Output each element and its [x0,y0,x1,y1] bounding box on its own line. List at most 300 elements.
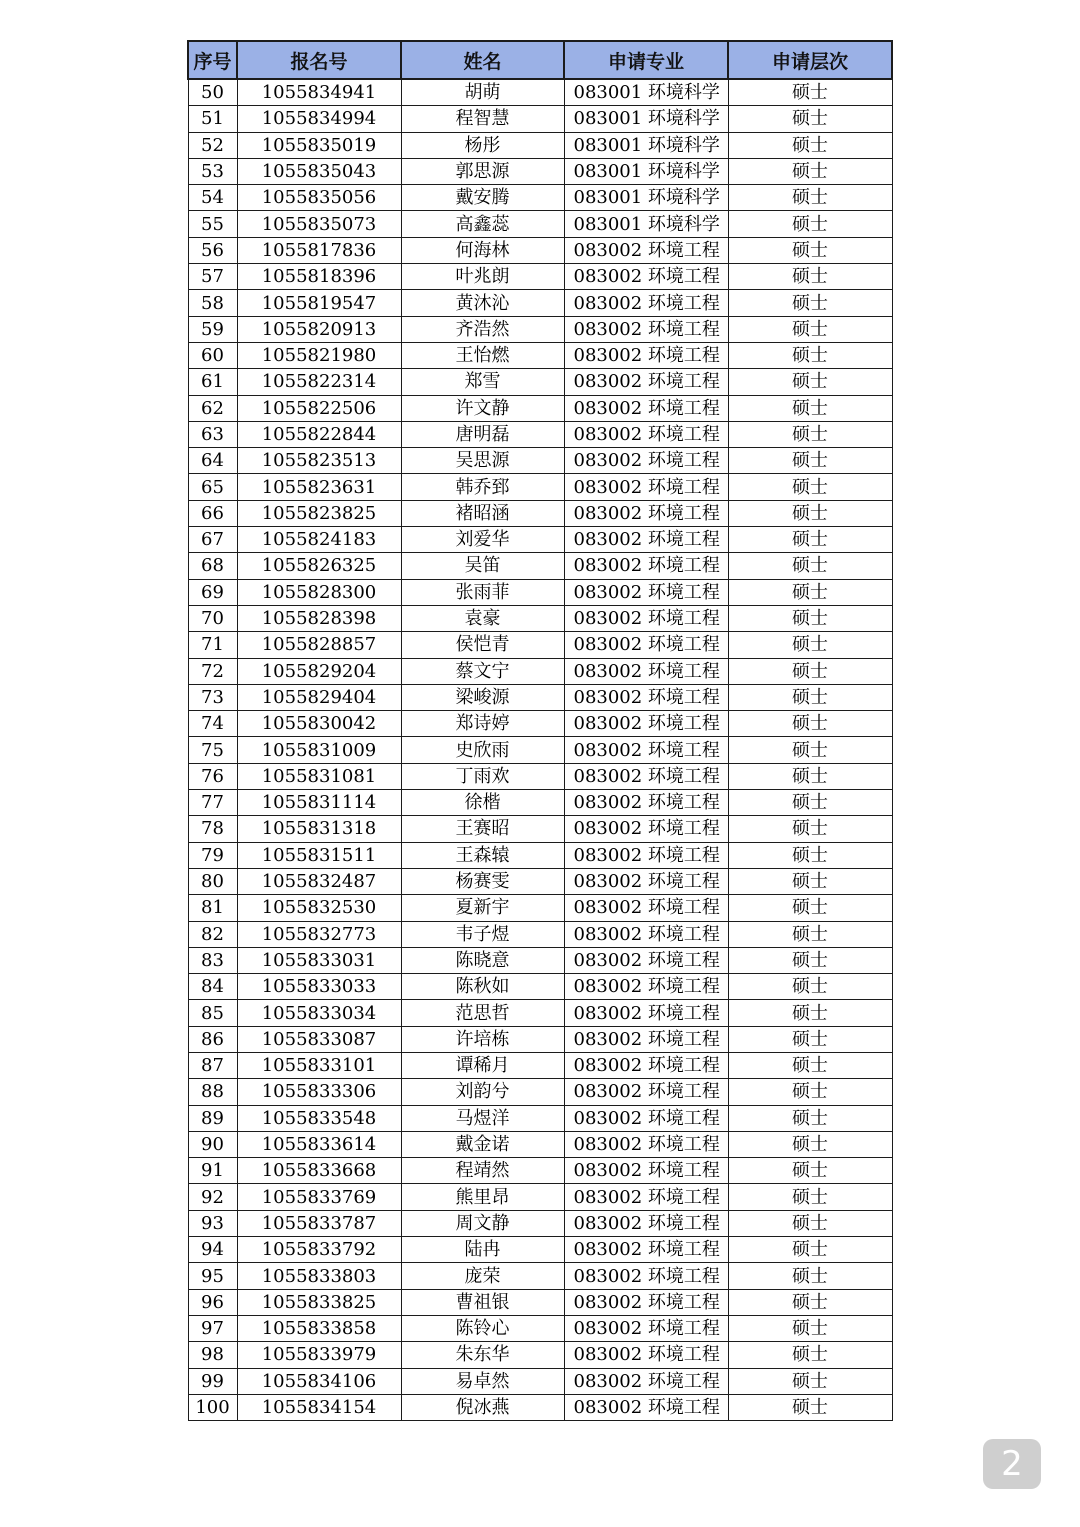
cell-degree-level: 硕士 [728,868,892,894]
cell-degree-level: 硕士 [728,185,892,211]
table-row [188,1131,892,1157]
cell-major: 083002 环境工程 [564,1289,728,1315]
cell-degree-level: 硕士 [728,684,892,710]
cell-major: 083002 环境工程 [564,1105,728,1131]
cell-name: 王赛昭 [401,816,564,842]
header-major: 申请专业 [564,41,728,79]
cell-degree-level: 硕士 [728,316,892,342]
cell-serial-number: 100 [188,1394,237,1420]
cell-registration-number: 1055819547 [237,290,401,316]
cell-degree-level: 硕士 [728,1342,892,1368]
cell-serial-number: 73 [188,684,237,710]
cell-serial-number: 76 [188,763,237,789]
cell-major: 083002 环境工程 [564,684,728,710]
cell-degree-level: 硕士 [728,132,892,158]
cell-name: 韦子煜 [401,921,564,947]
cell-registration-number: 1055822314 [237,369,401,395]
cell-major: 083002 环境工程 [564,448,728,474]
cell-degree-level: 硕士 [728,264,892,290]
header-row [188,41,892,79]
cell-degree-level: 硕士 [728,1263,892,1289]
cell-major: 083001 环境科学 [564,211,728,237]
cell-major: 083001 环境科学 [564,158,728,184]
cell-degree-level: 硕士 [728,737,892,763]
cell-major: 083002 环境工程 [564,1131,728,1157]
cell-degree-level: 硕士 [728,1368,892,1394]
cell-major: 083002 环境工程 [564,553,728,579]
cell-serial-number: 64 [188,448,237,474]
cell-major: 083002 环境工程 [564,527,728,553]
table-row [188,158,892,184]
cell-registration-number: 1055824183 [237,527,401,553]
cell-registration-number: 1055829204 [237,658,401,684]
cell-name: 戴安腾 [401,185,564,211]
cell-serial-number: 93 [188,1210,237,1236]
cell-serial-number: 95 [188,1263,237,1289]
cell-name: 徐楷 [401,790,564,816]
cell-serial-number: 60 [188,342,237,368]
cell-major: 083002 环境工程 [564,658,728,684]
cell-degree-level: 硕士 [728,947,892,973]
cell-major: 083002 环境工程 [564,868,728,894]
cell-major: 083002 环境工程 [564,264,728,290]
cell-major: 083002 环境工程 [564,1158,728,1184]
table-row [188,553,892,579]
table-row [188,921,892,947]
cell-degree-level: 硕士 [728,632,892,658]
cell-registration-number: 1055834994 [237,106,401,132]
cell-major: 083002 环境工程 [564,605,728,631]
cell-name: 韩乔郅 [401,474,564,500]
cell-serial-number: 82 [188,921,237,947]
cell-major: 083002 环境工程 [564,1237,728,1263]
table-row [188,895,892,921]
cell-registration-number: 1055828300 [237,579,401,605]
cell-serial-number: 90 [188,1131,237,1157]
cell-serial-number: 77 [188,790,237,816]
table-row [188,632,892,658]
cell-name: 许培栋 [401,1026,564,1052]
cell-serial-number: 57 [188,264,237,290]
cell-name: 胡萌 [401,79,564,106]
cell-degree-level: 硕士 [728,605,892,631]
cell-degree-level: 硕士 [728,1184,892,1210]
table-row [188,1026,892,1052]
cell-major: 083002 环境工程 [564,1394,728,1420]
cell-major: 083002 环境工程 [564,1342,728,1368]
cell-degree-level: 硕士 [728,237,892,263]
cell-registration-number: 1055832487 [237,868,401,894]
cell-registration-number: 1055833858 [237,1315,401,1341]
cell-name: 褚昭涵 [401,500,564,526]
cell-degree-level: 硕士 [728,1000,892,1026]
cell-registration-number: 1055833614 [237,1131,401,1157]
cell-registration-number: 1055821980 [237,342,401,368]
cell-registration-number: 1055833787 [237,1210,401,1236]
page-number-badge: 2 [983,1439,1041,1489]
cell-name: 吴思源 [401,448,564,474]
cell-name: 朱东华 [401,1342,564,1368]
cell-serial-number: 99 [188,1368,237,1394]
cell-degree-level: 硕士 [728,395,892,421]
cell-degree-level: 硕士 [728,500,892,526]
cell-name: 陈晓意 [401,947,564,973]
table-row [188,395,892,421]
cell-name: 谭稀月 [401,1052,564,1078]
cell-major: 083002 环境工程 [564,816,728,842]
table-row [188,1210,892,1236]
table-row [188,211,892,237]
cell-serial-number: 86 [188,1026,237,1052]
cell-name: 郭思源 [401,158,564,184]
table-row [188,947,892,973]
cell-major: 083002 环境工程 [564,1263,728,1289]
table-row [188,605,892,631]
cell-name: 高鑫蕊 [401,211,564,237]
table-row [188,237,892,263]
cell-registration-number: 1055833031 [237,947,401,973]
admission-list-table [187,40,893,1421]
cell-degree-level: 硕士 [728,895,892,921]
cell-name: 倪冰燕 [401,1394,564,1420]
cell-major: 083002 环境工程 [564,1026,728,1052]
cell-registration-number: 1055830042 [237,711,401,737]
cell-name: 郑诗婷 [401,711,564,737]
table-row [188,132,892,158]
cell-degree-level: 硕士 [728,290,892,316]
table-row [188,868,892,894]
table-row [188,421,892,447]
cell-serial-number: 53 [188,158,237,184]
cell-serial-number: 68 [188,553,237,579]
cell-major: 083002 环境工程 [564,921,728,947]
cell-serial-number: 85 [188,1000,237,1026]
cell-serial-number: 54 [188,185,237,211]
cell-degree-level: 硕士 [728,763,892,789]
cell-registration-number: 1055826325 [237,553,401,579]
cell-major: 083002 环境工程 [564,395,728,421]
cell-major: 083002 环境工程 [564,369,728,395]
cell-registration-number: 1055823825 [237,500,401,526]
cell-registration-number: 1055823631 [237,474,401,500]
cell-degree-level: 硕士 [728,842,892,868]
cell-serial-number: 98 [188,1342,237,1368]
cell-serial-number: 78 [188,816,237,842]
cell-registration-number: 1055833033 [237,974,401,1000]
cell-registration-number: 1055835043 [237,158,401,184]
cell-serial-number: 88 [188,1079,237,1105]
cell-degree-level: 硕士 [728,1315,892,1341]
cell-degree-level: 硕士 [728,921,892,947]
cell-serial-number: 72 [188,658,237,684]
cell-degree-level: 硕士 [728,1052,892,1078]
cell-registration-number: 1055831511 [237,842,401,868]
header-degree-level: 申请层次 [728,41,892,79]
cell-name: 刘爱华 [401,527,564,553]
cell-name: 夏新宇 [401,895,564,921]
cell-registration-number: 1055828857 [237,632,401,658]
cell-name: 张雨菲 [401,579,564,605]
cell-name: 蔡文宁 [401,658,564,684]
cell-major: 083002 环境工程 [564,711,728,737]
cell-serial-number: 81 [188,895,237,921]
table-row [188,474,892,500]
cell-serial-number: 50 [188,79,237,106]
cell-major: 083002 环境工程 [564,316,728,342]
cell-registration-number: 1055829404 [237,684,401,710]
cell-name: 刘韵兮 [401,1079,564,1105]
cell-serial-number: 84 [188,974,237,1000]
cell-serial-number: 83 [188,947,237,973]
cell-degree-level: 硕士 [728,1079,892,1105]
cell-degree-level: 硕士 [728,369,892,395]
cell-name: 熊里昂 [401,1184,564,1210]
cell-name: 梁峻源 [401,684,564,710]
cell-degree-level: 硕士 [728,1131,892,1157]
cell-serial-number: 67 [188,527,237,553]
table-row [188,1105,892,1131]
cell-registration-number: 1055832773 [237,921,401,947]
cell-serial-number: 61 [188,369,237,395]
cell-major: 083002 环境工程 [564,421,728,447]
cell-registration-number: 1055833087 [237,1026,401,1052]
cell-registration-number: 1055833803 [237,1263,401,1289]
cell-name: 马煜洋 [401,1105,564,1131]
cell-registration-number: 1055831081 [237,763,401,789]
table-row [188,842,892,868]
cell-name: 侯恺青 [401,632,564,658]
cell-registration-number: 1055817836 [237,237,401,263]
cell-name: 陈秋如 [401,974,564,1000]
cell-degree-level: 硕士 [728,553,892,579]
table-row [188,79,892,106]
table-row [188,1184,892,1210]
cell-major: 083001 环境科学 [564,79,728,106]
cell-serial-number: 79 [188,842,237,868]
cell-serial-number: 56 [188,237,237,263]
header-serial-number: 序号 [188,41,237,79]
cell-major: 083001 环境科学 [564,132,728,158]
cell-major: 083002 环境工程 [564,237,728,263]
table-row [188,1000,892,1026]
cell-major: 083002 环境工程 [564,842,728,868]
table-body [188,79,892,1421]
cell-major: 083002 环境工程 [564,1000,728,1026]
table-row [188,527,892,553]
cell-serial-number: 89 [188,1105,237,1131]
cell-degree-level: 硕士 [728,106,892,132]
cell-name: 庞荣 [401,1263,564,1289]
cell-degree-level: 硕士 [728,579,892,605]
table-row [188,737,892,763]
cell-serial-number: 71 [188,632,237,658]
cell-name: 郑雪 [401,369,564,395]
cell-serial-number: 51 [188,106,237,132]
table-row [188,974,892,1000]
cell-serial-number: 70 [188,605,237,631]
cell-degree-level: 硕士 [728,79,892,106]
cell-registration-number: 1055833306 [237,1079,401,1105]
table-row [188,185,892,211]
cell-name: 程智慧 [401,106,564,132]
cell-registration-number: 1055835073 [237,211,401,237]
cell-degree-level: 硕士 [728,1237,892,1263]
cell-degree-level: 硕士 [728,1105,892,1131]
cell-registration-number: 1055833101 [237,1052,401,1078]
cell-serial-number: 62 [188,395,237,421]
cell-serial-number: 92 [188,1184,237,1210]
cell-name: 王怡燃 [401,342,564,368]
cell-major: 083002 环境工程 [564,1184,728,1210]
cell-registration-number: 1055820913 [237,316,401,342]
cell-major: 083002 环境工程 [564,1315,728,1341]
table-row [188,1263,892,1289]
table-row [188,316,892,342]
cell-name: 曹祖银 [401,1289,564,1315]
cell-major: 083002 环境工程 [564,737,728,763]
table-row [188,1237,892,1263]
cell-major: 083002 环境工程 [564,947,728,973]
cell-serial-number: 74 [188,711,237,737]
cell-major: 083002 环境工程 [564,342,728,368]
table-row [188,658,892,684]
cell-degree-level: 硕士 [728,1210,892,1236]
cell-registration-number: 1055831009 [237,737,401,763]
cell-name: 陈铃心 [401,1315,564,1341]
cell-serial-number: 91 [188,1158,237,1184]
cell-major: 083002 环境工程 [564,500,728,526]
cell-degree-level: 硕士 [728,1394,892,1420]
table-row [188,1079,892,1105]
cell-registration-number: 1055833979 [237,1342,401,1368]
table-row [188,1289,892,1315]
table-row [188,264,892,290]
cell-serial-number: 65 [188,474,237,500]
cell-serial-number: 75 [188,737,237,763]
table-row [188,1394,892,1420]
cell-registration-number: 1055828398 [237,605,401,631]
cell-major: 083002 环境工程 [564,632,728,658]
table-row [188,369,892,395]
cell-name: 袁豪 [401,605,564,631]
cell-name: 陆冉 [401,1237,564,1263]
cell-serial-number: 58 [188,290,237,316]
cell-name: 叶兆朗 [401,264,564,290]
cell-registration-number: 1055822506 [237,395,401,421]
cell-name: 何海林 [401,237,564,263]
cell-serial-number: 87 [188,1052,237,1078]
cell-serial-number: 69 [188,579,237,605]
cell-name: 许文静 [401,395,564,421]
table-row [188,448,892,474]
table-row [188,711,892,737]
cell-name: 齐浩然 [401,316,564,342]
cell-serial-number: 96 [188,1289,237,1315]
cell-degree-level: 硕士 [728,974,892,1000]
cell-registration-number: 1055818396 [237,264,401,290]
cell-major: 083002 环境工程 [564,474,728,500]
table-row [188,790,892,816]
cell-major: 083001 环境科学 [564,106,728,132]
cell-registration-number: 1055835019 [237,132,401,158]
cell-degree-level: 硕士 [728,158,892,184]
table-row [188,106,892,132]
table-row [188,1342,892,1368]
cell-major: 083002 环境工程 [564,1079,728,1105]
cell-degree-level: 硕士 [728,1289,892,1315]
cell-degree-level: 硕士 [728,658,892,684]
cell-degree-level: 硕士 [728,711,892,737]
cell-major: 083002 环境工程 [564,974,728,1000]
cell-degree-level: 硕士 [728,527,892,553]
cell-registration-number: 1055833034 [237,1000,401,1026]
cell-degree-level: 硕士 [728,448,892,474]
cell-name: 周文静 [401,1210,564,1236]
cell-registration-number: 1055833825 [237,1289,401,1315]
cell-registration-number: 1055835056 [237,185,401,211]
cell-degree-level: 硕士 [728,474,892,500]
cell-degree-level: 硕士 [728,421,892,447]
table-row [188,763,892,789]
cell-name: 丁雨欢 [401,763,564,789]
cell-serial-number: 59 [188,316,237,342]
cell-name: 黄沐沁 [401,290,564,316]
cell-registration-number: 1055831114 [237,790,401,816]
cell-major: 083002 环境工程 [564,579,728,605]
table-row [188,1052,892,1078]
table-row [188,1158,892,1184]
cell-degree-level: 硕士 [728,1158,892,1184]
cell-name: 戴金诺 [401,1131,564,1157]
cell-major: 083002 环境工程 [564,290,728,316]
cell-degree-level: 硕士 [728,342,892,368]
cell-serial-number: 55 [188,211,237,237]
table-row [188,342,892,368]
cell-serial-number: 52 [188,132,237,158]
cell-name: 唐明磊 [401,421,564,447]
cell-name: 杨赛雯 [401,868,564,894]
cell-degree-level: 硕士 [728,211,892,237]
cell-registration-number: 1055823513 [237,448,401,474]
table-row [188,816,892,842]
cell-registration-number: 1055822844 [237,421,401,447]
cell-degree-level: 硕士 [728,816,892,842]
cell-name: 程靖然 [401,1158,564,1184]
cell-major: 083002 环境工程 [564,763,728,789]
cell-registration-number: 1055834941 [237,79,401,106]
table-row [188,684,892,710]
cell-serial-number: 97 [188,1315,237,1341]
header-registration-number: 报名号 [237,41,401,79]
cell-serial-number: 94 [188,1237,237,1263]
cell-serial-number: 80 [188,868,237,894]
cell-major: 083002 环境工程 [564,1210,728,1236]
cell-name: 杨彤 [401,132,564,158]
cell-major: 083002 环境工程 [564,895,728,921]
cell-registration-number: 1055834106 [237,1368,401,1394]
cell-degree-level: 硕士 [728,1026,892,1052]
cell-name: 易卓然 [401,1368,564,1394]
cell-name: 吴笛 [401,553,564,579]
cell-major: 083002 环境工程 [564,1052,728,1078]
header-name: 姓名 [401,41,564,79]
cell-registration-number: 1055833548 [237,1105,401,1131]
cell-name: 范思哲 [401,1000,564,1026]
cell-serial-number: 63 [188,421,237,447]
cell-registration-number: 1055833792 [237,1237,401,1263]
cell-registration-number: 1055833769 [237,1184,401,1210]
table-header [188,41,892,79]
